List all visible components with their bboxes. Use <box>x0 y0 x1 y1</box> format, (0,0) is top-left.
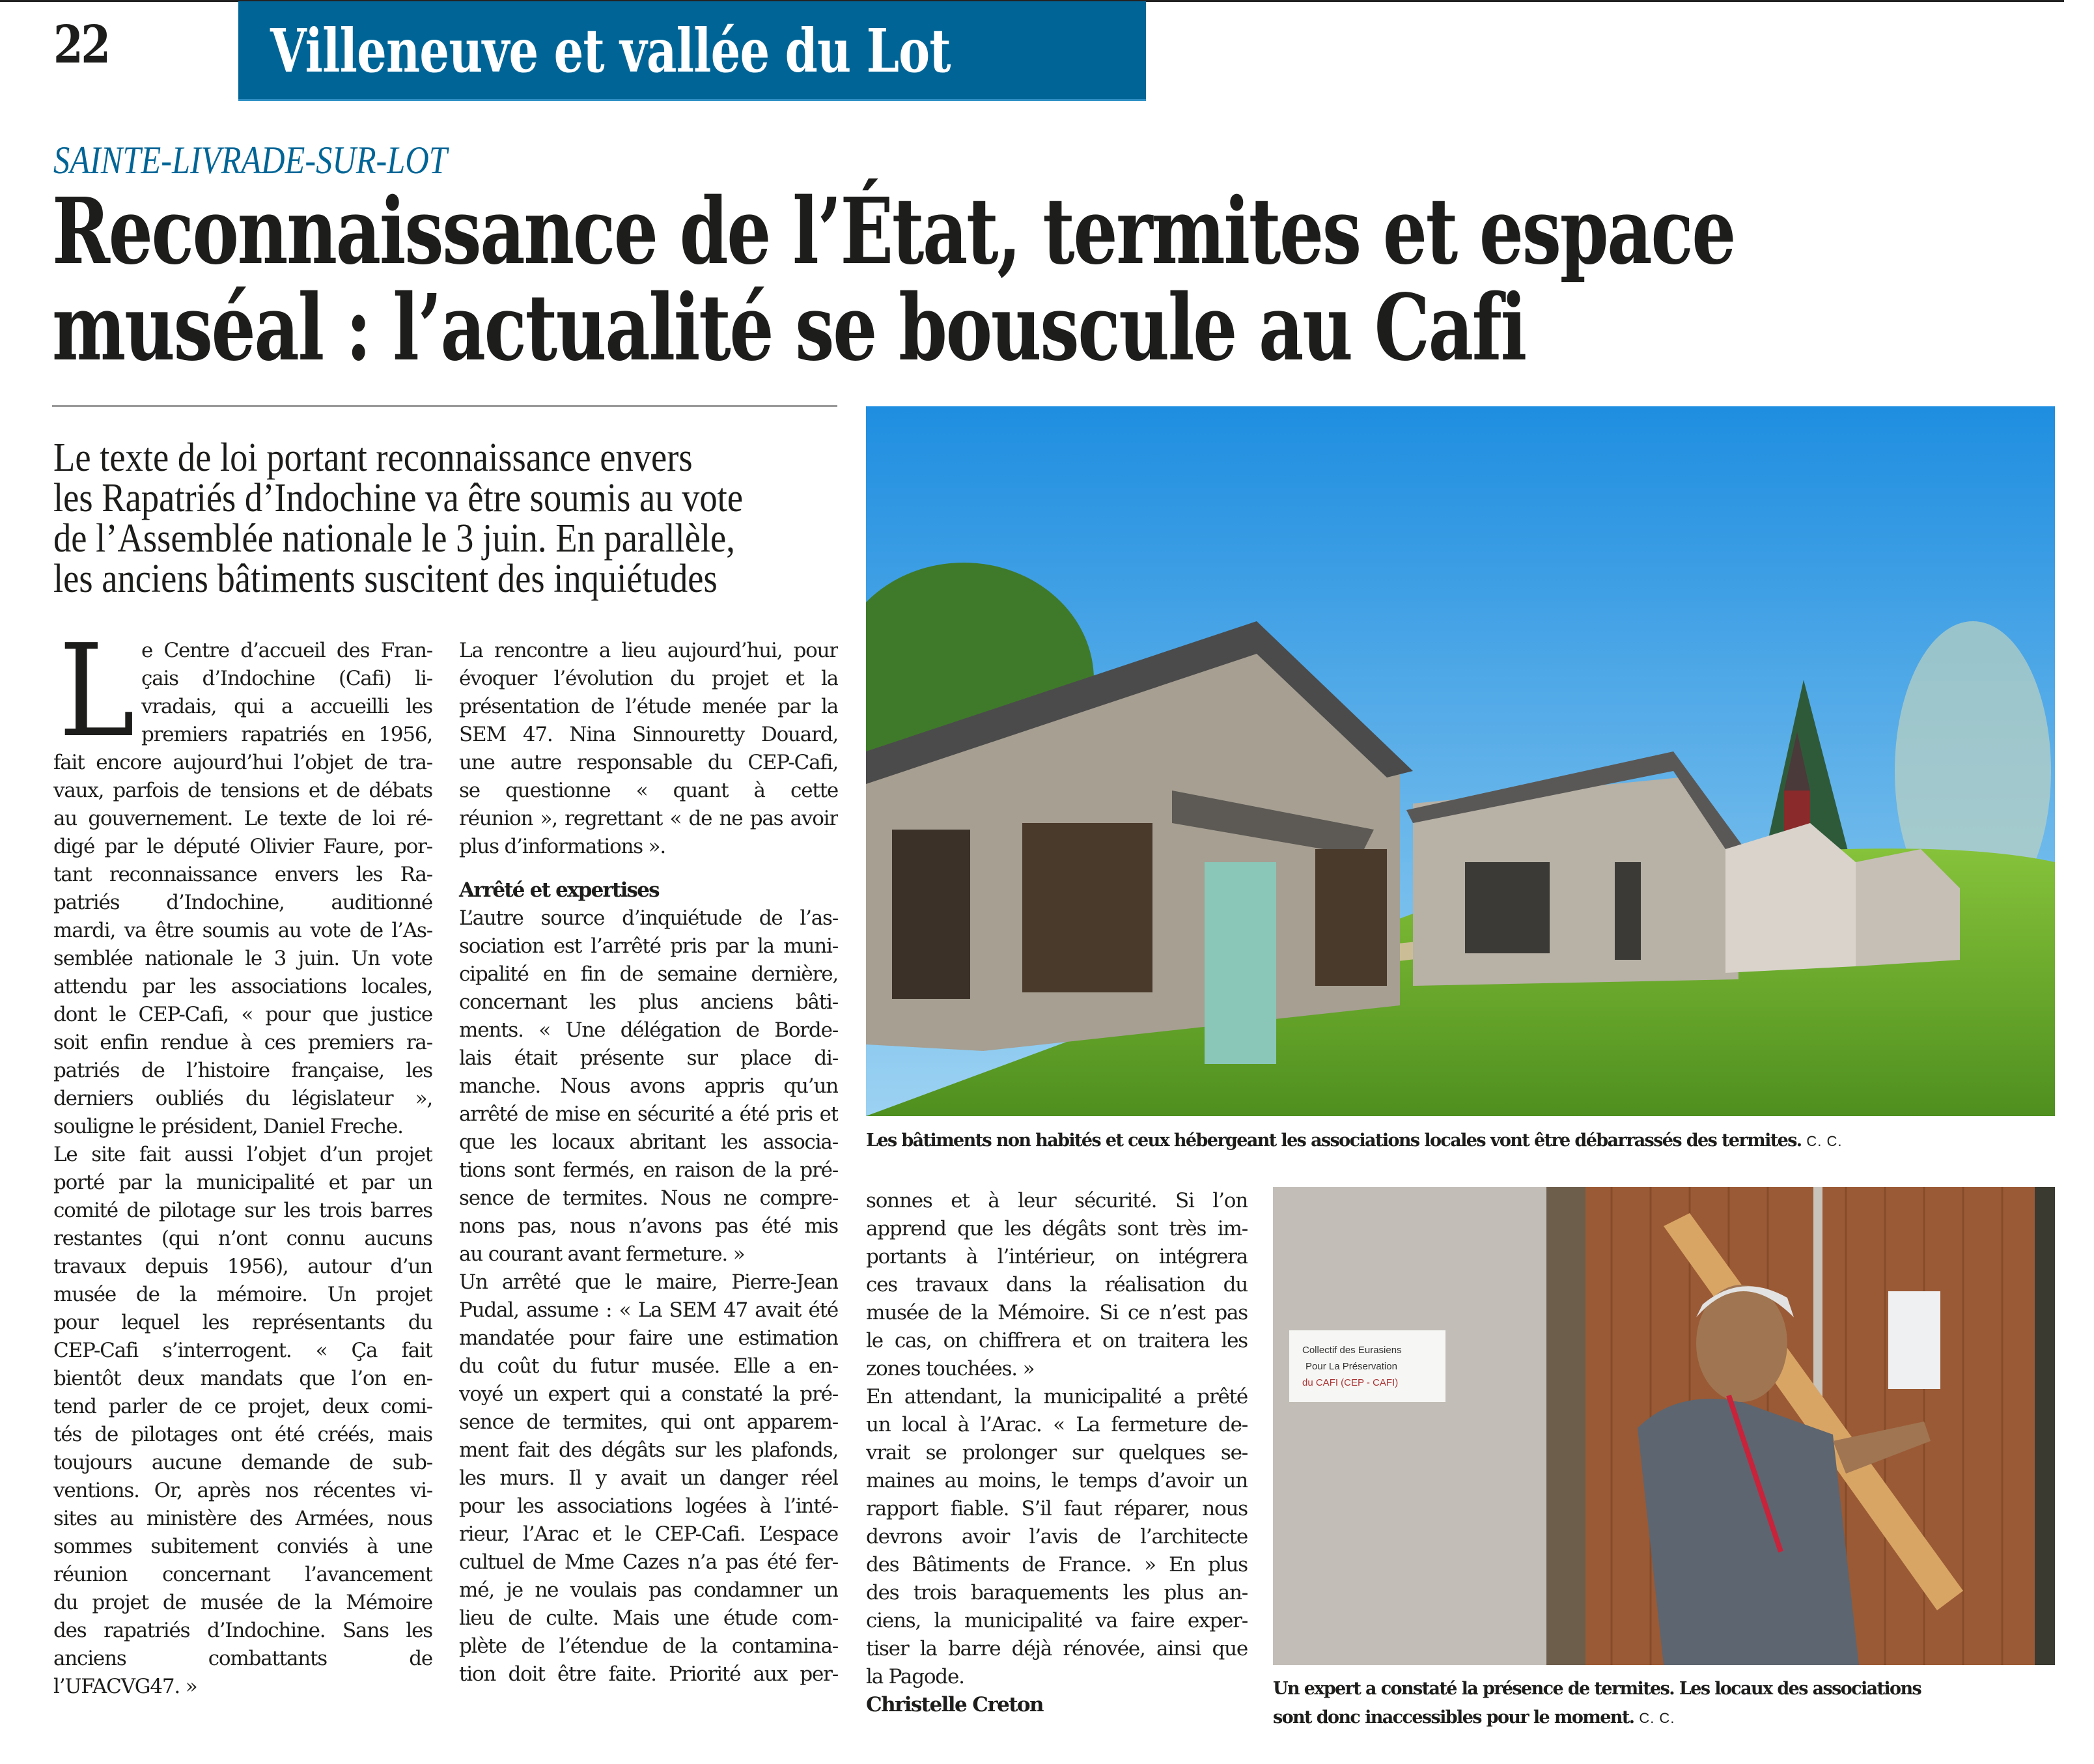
byline: Christelle Creton <box>866 1693 1043 1716</box>
text-line: anciens combattants de <box>53 1647 432 1670</box>
photo-closed-door <box>1273 1187 2055 1665</box>
text-line: ments. « Une délégation de Borde- <box>459 1018 838 1042</box>
article-column-3 <box>866 1187 1248 1719</box>
text-line: bientôt deux mandats que l’on en- <box>53 1367 432 1390</box>
text-line: travaux depuis 1956), autour d’un <box>53 1255 432 1278</box>
text-line: patriés d’Indochine, auditionné <box>53 891 432 914</box>
photo-caption-2 <box>1273 1675 1921 1733</box>
text-line: semblée nationale le 3 juin. Un vote <box>53 947 432 970</box>
text-line: tion doit être faite. Priorité aux per- <box>459 1662 838 1686</box>
text-line: porté par la municipalité et par un <box>53 1171 432 1194</box>
text-line: musée de la mémoire. Un projet <box>53 1283 432 1306</box>
section-title: Villeneuve et vallée du Lot <box>270 16 951 86</box>
text-line: comité de pilotage sur les trois barres <box>53 1199 432 1222</box>
divider-rule <box>52 405 837 407</box>
text-line: CEP-Cafi s’interrogent. « Ça fait <box>53 1339 432 1362</box>
text-line: zones touchées. » <box>866 1357 1035 1380</box>
text-line: En attendant, la municipalité a prêté <box>866 1385 1248 1408</box>
text-line: La rencontre a lieu aujourd’hui, pour <box>459 639 838 662</box>
text-line: ventions. Or, après nos récentes vi- <box>53 1479 432 1502</box>
text-line: sonnes et à leur sécurité. Si l’on <box>866 1189 1248 1212</box>
text-line: attendu par les associations locales, <box>53 975 432 998</box>
text-line: voyé un expert qui a constaté la pré- <box>459 1382 838 1406</box>
text-line: sommes subitement conviés à une <box>53 1535 432 1558</box>
text-line: du projet de musée de la Mémoire <box>53 1591 432 1614</box>
text-line: présentation de l’étude menée par la <box>459 695 838 718</box>
text-line: ciens, la municipalité va faire exper- <box>866 1609 1248 1632</box>
text-line: fait encore aujourd’hui l’objet de tra- <box>53 751 432 774</box>
text-line: une autre responsable du CEP-Cafi, <box>459 751 838 774</box>
text-line: souligne le président, Daniel Freche. <box>53 1115 403 1138</box>
sign-line: du CAFI (CEP - CAFI) <box>1302 1377 1399 1388</box>
text-line: au gouvernement. Le texte de loi ré- <box>53 807 432 830</box>
page-number: 22 <box>53 14 109 75</box>
text-line: maines au moins, le temps d’avoir un <box>866 1469 1248 1492</box>
text-line: pour les associations logées à l’inté- <box>459 1494 838 1518</box>
text-line: dont le CEP-Cafi, « pour que justice <box>53 1003 432 1026</box>
photo-caption-1 <box>866 1127 1843 1156</box>
text-line: mandatée pour faire une estimation <box>459 1326 838 1350</box>
standfirst-line: Le texte de loi portant reconnaissance envers <box>53 436 693 480</box>
text-line: un local à l’Arac. « La fermeture de- <box>866 1413 1248 1436</box>
text-line: tions sont fermés, en raison de la pré- <box>459 1158 838 1182</box>
photo-barracks <box>866 406 2055 1116</box>
text-line: nons pas, nous n’avons pas été mis <box>459 1214 838 1238</box>
article-headline <box>52 178 1735 382</box>
caption-text: Un expert a constaté la présence de termites. Les locaux des associations <box>1273 1679 1921 1699</box>
text-line: premiers rapatriés en 1956, <box>141 723 432 746</box>
text-line: cipalité en fin de semaine dernière, <box>459 962 838 986</box>
standfirst-line: les anciens bâtiments suscitent des inquiétudes <box>53 557 718 601</box>
text-line: évoquer l’évolution du projet et la <box>459 667 838 690</box>
text-line: vaux, parfois de tensions et de débats <box>53 779 432 802</box>
sign-line: Collectif des Eurasiens <box>1302 1345 1402 1356</box>
text-line: lais était présente sur place di- <box>459 1046 838 1070</box>
photo-credit: C. C. <box>1639 1710 1675 1726</box>
text-line: que les locaux abritant les associa- <box>459 1130 838 1154</box>
text-line: mé, je ne voulais pas condamner un <box>459 1578 838 1602</box>
text-line: Un arrêté que le maire, Pierre-Jean <box>459 1270 838 1294</box>
text-line: mardi, va être soumis au vote de l’As- <box>53 919 432 942</box>
text-line: ment fait des dégâts sur les plafonds, <box>459 1438 838 1462</box>
text-line: digé par le député Olivier Faure, por- <box>53 835 432 858</box>
text-line: réunion concernant l’avancement <box>53 1563 432 1586</box>
text-line: cultuel de Mme Cazes n’a pas été fer- <box>459 1550 838 1574</box>
text-line: lieu de culte. Mais une étude com- <box>459 1606 838 1630</box>
text-line: arrêté de mise en sécurité a été pris et <box>459 1102 838 1126</box>
article-kicker: SAINTE-LIVRADE-SUR-LOT <box>53 139 447 182</box>
text-line: l’UFACVG47. » <box>53 1675 197 1698</box>
text-line: plète de l’étendue de la contamina- <box>459 1634 838 1658</box>
text-line: sites au ministère des Armées, nous <box>53 1507 432 1530</box>
text-line: du coût du futur musée. Elle a en- <box>459 1354 838 1378</box>
text-line: derniers oubliés du législateur », <box>53 1087 432 1110</box>
sign-line: Pour La Préservation <box>1305 1361 1397 1372</box>
text-line: vradais, qui a accueilli les <box>141 695 432 718</box>
text-line: sence de termites. Nous ne compre- <box>459 1186 838 1210</box>
text-line: apprend que les dégâts sont très im- <box>866 1217 1248 1240</box>
caption-text: Les bâtiments non habités et ceux hébergeant les associations locales vont être débarrassés des termites. <box>866 1130 1802 1151</box>
text-line: L’autre source d’inquiétude de l’as- <box>459 906 838 930</box>
article-column-1 <box>53 637 432 1701</box>
subheading: Arrêté et expertises <box>459 878 659 902</box>
text-line: au courant avant fermeture. » <box>459 1242 745 1266</box>
text-line: sociation est l’arrêté pris par la muni- <box>459 934 838 958</box>
article-standfirst <box>53 438 798 599</box>
text-line: des trois baraquements les plus an- <box>866 1581 1248 1604</box>
text-line: Le site fait aussi l’objet d’un projet <box>53 1143 432 1166</box>
text-line: patriés de l’histoire française, les <box>53 1059 432 1082</box>
text-line: çais d’Indochine (Cafi) li- <box>141 667 432 690</box>
text-line: le cas, on chiffrera et on traitera les <box>866 1329 1248 1352</box>
text-line: tés de pilotages ont été créés, mais <box>53 1423 432 1446</box>
article-column-2 <box>459 637 838 1688</box>
text-line: sence de termites, qui ont apparem- <box>459 1410 838 1434</box>
drop-cap: L <box>59 617 135 766</box>
text-line: tant reconnaissance envers les Ra- <box>53 863 432 886</box>
door-photo-illustration <box>1273 1187 2055 1665</box>
text-line: Pudal, assume : « La SEM 47 avait été <box>459 1298 838 1322</box>
text-line: réunion », regrettant « de ne pas avoir <box>459 807 838 830</box>
standfirst-line: de l’Assemblée nationale le 3 juin. En parallèle, <box>53 516 735 561</box>
caption-text: sont donc inaccessibles pour le moment. <box>1273 1707 1634 1728</box>
text-line: e Centre d’accueil des Fran- <box>141 639 432 662</box>
headline-line: muséal : l’actualité se bouscule au Cafi <box>52 275 1526 382</box>
text-line: la Pagode. <box>866 1665 964 1688</box>
text-line: des Bâtiments de France. » En plus <box>866 1553 1248 1576</box>
barracks-photo-illustration <box>866 406 2055 1116</box>
text-line: musée de la Mémoire. Si ce n’est pas <box>866 1301 1248 1324</box>
text-line: soit enfin rendue à ces premiers ra- <box>53 1031 432 1054</box>
text-line: rapport fiable. S’il faut réparer, nous <box>866 1497 1248 1520</box>
headline-line: Reconnaissance de l’État, termites et espace <box>52 178 1735 285</box>
text-line: tiser la barre déjà rénovée, ainsi que <box>866 1637 1248 1660</box>
standfirst-line: les Rapatriés d’Indochine va être soumis au vote <box>53 476 744 520</box>
text-line: ces travaux dans la réalisation du <box>866 1273 1248 1296</box>
text-line: portants à l’intérieur, on intégrera <box>866 1245 1248 1268</box>
text-line: rieur, l’Arac et le CEP-Cafi. L’espace <box>459 1522 838 1546</box>
text-line: SEM 47. Nina Sinnouretty Douard, <box>459 723 838 746</box>
text-line: tend parler de ce projet, deux comi- <box>53 1395 432 1418</box>
text-line: pour lequel les représentants du <box>53 1311 432 1334</box>
photo-credit: C. C. <box>1806 1133 1843 1149</box>
text-line: des rapatriés d’Indochine. Sans les <box>53 1619 432 1642</box>
text-line: toujours aucune demande de sub- <box>53 1451 432 1474</box>
text-line: les murs. Il y avait un danger réel <box>459 1466 838 1490</box>
text-line: concernant les plus anciens bâti- <box>459 990 838 1014</box>
text-line: manche. Nous avons appris qu’un <box>459 1074 838 1098</box>
text-line: plus d’informations ». <box>459 835 666 858</box>
text-line: restantes (qui n’ont connu aucuns <box>53 1227 432 1250</box>
text-line: devrons avoir l’avis de l’architecte <box>866 1525 1248 1548</box>
text-line: se questionne « quant à cette <box>459 779 838 802</box>
text-line: vrait se prolonger sur quelques se- <box>866 1441 1248 1464</box>
